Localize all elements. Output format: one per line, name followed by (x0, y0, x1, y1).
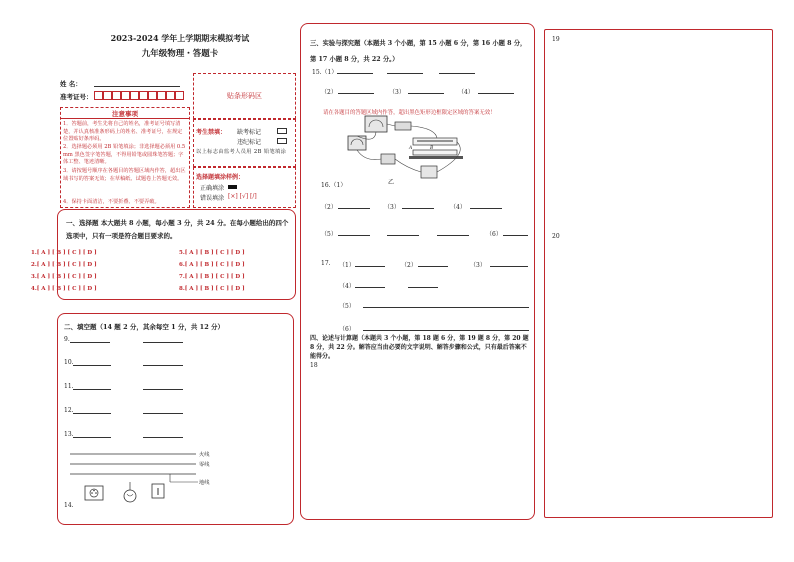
q11-blank-2[interactable] (143, 389, 183, 390)
q16-p3: （3） (384, 204, 400, 211)
q17-blank-5[interactable] (408, 287, 438, 288)
q16-p6: （6） (486, 231, 502, 238)
fire-line-label: 火线 (199, 452, 210, 458)
mc-q2[interactable]: 2.[ A ] [ B ] [ C ] [ D ] (31, 262, 97, 268)
answer-area-warning: 请在各题目的答题区域内作答，超出黑色矩形边框限定区域的答案无效！ (323, 110, 496, 116)
q9-blank-2[interactable] (143, 342, 183, 343)
section4-right-box (544, 29, 773, 518)
answer-card-subtitle: 九年级物理・答题卡 (141, 49, 219, 59)
q9-blank-1[interactable] (70, 342, 110, 343)
q14-label: 14. (64, 502, 74, 509)
q10-label: 10. (64, 359, 74, 366)
figure-label-b: 乙 (388, 179, 395, 186)
q17-blank-6[interactable] (363, 307, 529, 308)
mc-q8[interactable]: 8.[ A ] [ B ] [ C ] [ D ] (179, 286, 245, 292)
q16-blank-1[interactable] (338, 208, 370, 209)
q17-p5: （5） (339, 303, 355, 310)
q12-label: 12. (64, 407, 74, 414)
q17-label: 17. (321, 260, 331, 267)
name-label: 姓 名： (60, 80, 82, 88)
q17-p2: （2） (401, 262, 417, 269)
wiring-diagram (70, 448, 220, 510)
notice-item-3: 3．请按题号顺序在各题目的答题区域内作答，超出区域书写的答案无效；在草稿纸、试题卷上答题无效。 (63, 168, 186, 182)
circuit-diagram (345, 114, 485, 186)
notice-item-2: 2．选择题必须用 2B 铅笔填涂；非选择题必须用 0.5 mm 黑色签字笔答题，不得用铅笔或圆珠笔答题；字体工整、笔迹清晰。 (63, 144, 186, 166)
q15-blank-3[interactable] (439, 73, 475, 74)
q18-label: 18 (310, 362, 318, 369)
q13-label: 13. (64, 431, 74, 438)
q16-p5: （5） (321, 231, 337, 238)
q15-blank-1[interactable] (337, 73, 373, 74)
fill-example-title: 选择题填涂样例： (196, 174, 245, 181)
q16-blank-4[interactable] (338, 235, 370, 236)
q15-p2: （2） (321, 89, 337, 96)
notice-item-1: 1．答题前，考生先将自己的姓名，准考证号填写清楚，并认真核准条形码上的姓名、准考证号，在规定位置贴好条形码。 (63, 121, 183, 143)
violation-mark-label: 违纪标记 (237, 139, 262, 146)
q15-blank-5[interactable] (408, 93, 444, 94)
q16-p2: （2） (321, 204, 337, 211)
mc-q3[interactable]: 3.[ A ] [ B ] [ C ] [ D ] (31, 274, 97, 280)
q15-label: 15.（1） (312, 69, 338, 76)
id-label: 准考证号： (60, 93, 93, 101)
q16-blank-2[interactable] (402, 208, 434, 209)
q15-blank-2[interactable] (387, 73, 423, 74)
ground-line-label: 地线 (199, 480, 210, 486)
q17-p4: （4） (339, 283, 355, 290)
q9-label: 9. (64, 336, 70, 343)
q15-p4: （4） (458, 89, 474, 96)
section2-heading: 二、填空题（14 题 2 分，其余每空 1 分，共 12 分） (64, 323, 224, 331)
mc-q1[interactable]: 1.[ A ] [ B ] [ C ] [ D ] (31, 250, 97, 256)
absent-mark-label: 缺考标记 (237, 129, 262, 136)
q17-blank-2[interactable] (418, 266, 448, 267)
q11-blank-1[interactable] (73, 389, 111, 390)
mc-q5[interactable]: 5.[ A ] [ B ] [ C ] [ D ] (179, 250, 245, 256)
q16-blank-7[interactable] (503, 235, 528, 236)
q12-blank-2[interactable] (143, 413, 183, 414)
q20-label: 20 (552, 233, 560, 240)
q17-p6: （6） (339, 326, 355, 333)
q15-blank-4[interactable] (338, 93, 374, 94)
mc-q4[interactable]: 4.[ A ] [ B ] [ C ] [ D ] (31, 286, 97, 292)
figure-point-b: B (430, 146, 434, 151)
name-field[interactable] (94, 86, 180, 87)
mc-q7[interactable]: 7.[ A ] [ B ] [ C ] [ D ] (179, 274, 245, 280)
q17-p3: （3） (470, 262, 486, 269)
q16-blank-3[interactable] (470, 208, 502, 209)
q17-blank-7[interactable] (363, 330, 529, 331)
q12-blank-1[interactable] (73, 413, 111, 414)
q10-blank-1[interactable] (73, 365, 111, 366)
q15-blank-6[interactable] (478, 93, 514, 94)
q13-blank-1[interactable] (73, 437, 111, 438)
notice-item-4: 4．保持卡面清洁，不要折叠、不要弄破。 (63, 199, 160, 205)
section4-heading: 四、论述与计算题（本题共 3 个小题，第 18 题 6 分，第 19 题 8 分，第 20 题 8 分，共 22 分。解答应当由必要的文字说明、解答步骤和公式，只有最后答案不能得分。 (310, 335, 529, 360)
q17-blank-1[interactable] (355, 266, 385, 267)
section3-heading: 三、实验与探究题（本题共 3 个小题，第 15 小题 6 分，第 16 小题 8 分，第 17 小题 8 分，共 22 分。） (310, 40, 527, 63)
q19-label: 19 (552, 36, 560, 43)
figure-point-a: A (409, 146, 413, 151)
q17-blank-3[interactable] (490, 266, 528, 267)
exam-title: 2023-2024 学年上学期期末模拟考试 (110, 33, 250, 43)
q16-blank-5[interactable] (387, 235, 419, 236)
absent-mark-box[interactable] (277, 128, 287, 134)
barcode-label: 贴条形码区 (227, 92, 262, 100)
section1-heading: 一、选择题 本大题共 8 小题，每小题 3 分，共 24 分。在每小题给出的四个选项中，只有一项是符合题目要求的。 (66, 219, 289, 240)
q13-blank-2[interactable] (143, 437, 183, 438)
section3-4-box (300, 23, 535, 520)
q11-label: 11. (64, 383, 74, 390)
mc-q6[interactable]: 6.[ A ] [ B ] [ C ] [ D ] (179, 262, 245, 268)
violation-mark-box[interactable] (277, 138, 287, 144)
q10-blank-2[interactable] (143, 365, 183, 366)
candidate-marks-note: 以上标志由监考人员用 2B 铅笔填涂 (196, 149, 287, 155)
neutral-line-label: 零线 (199, 462, 210, 468)
q17-blank-4[interactable] (355, 287, 385, 288)
candidate-marks-label: 考生禁填： (196, 129, 227, 136)
q15-p3: （3） (389, 89, 405, 96)
fill-wrong-label: 错误填涂 (200, 195, 225, 202)
q16-p4: （4） (450, 204, 466, 211)
q17-p1: （1） (339, 262, 355, 269)
notice-title: 注意事项 (112, 110, 138, 118)
q16-label: 16.（1） (321, 182, 347, 189)
fill-wrong-samples: [×] [√] [/] (228, 193, 257, 200)
fill-correct-sample (228, 185, 237, 189)
q16-blank-6[interactable] (437, 235, 469, 236)
fill-correct-label: 正确填涂 (200, 185, 225, 192)
